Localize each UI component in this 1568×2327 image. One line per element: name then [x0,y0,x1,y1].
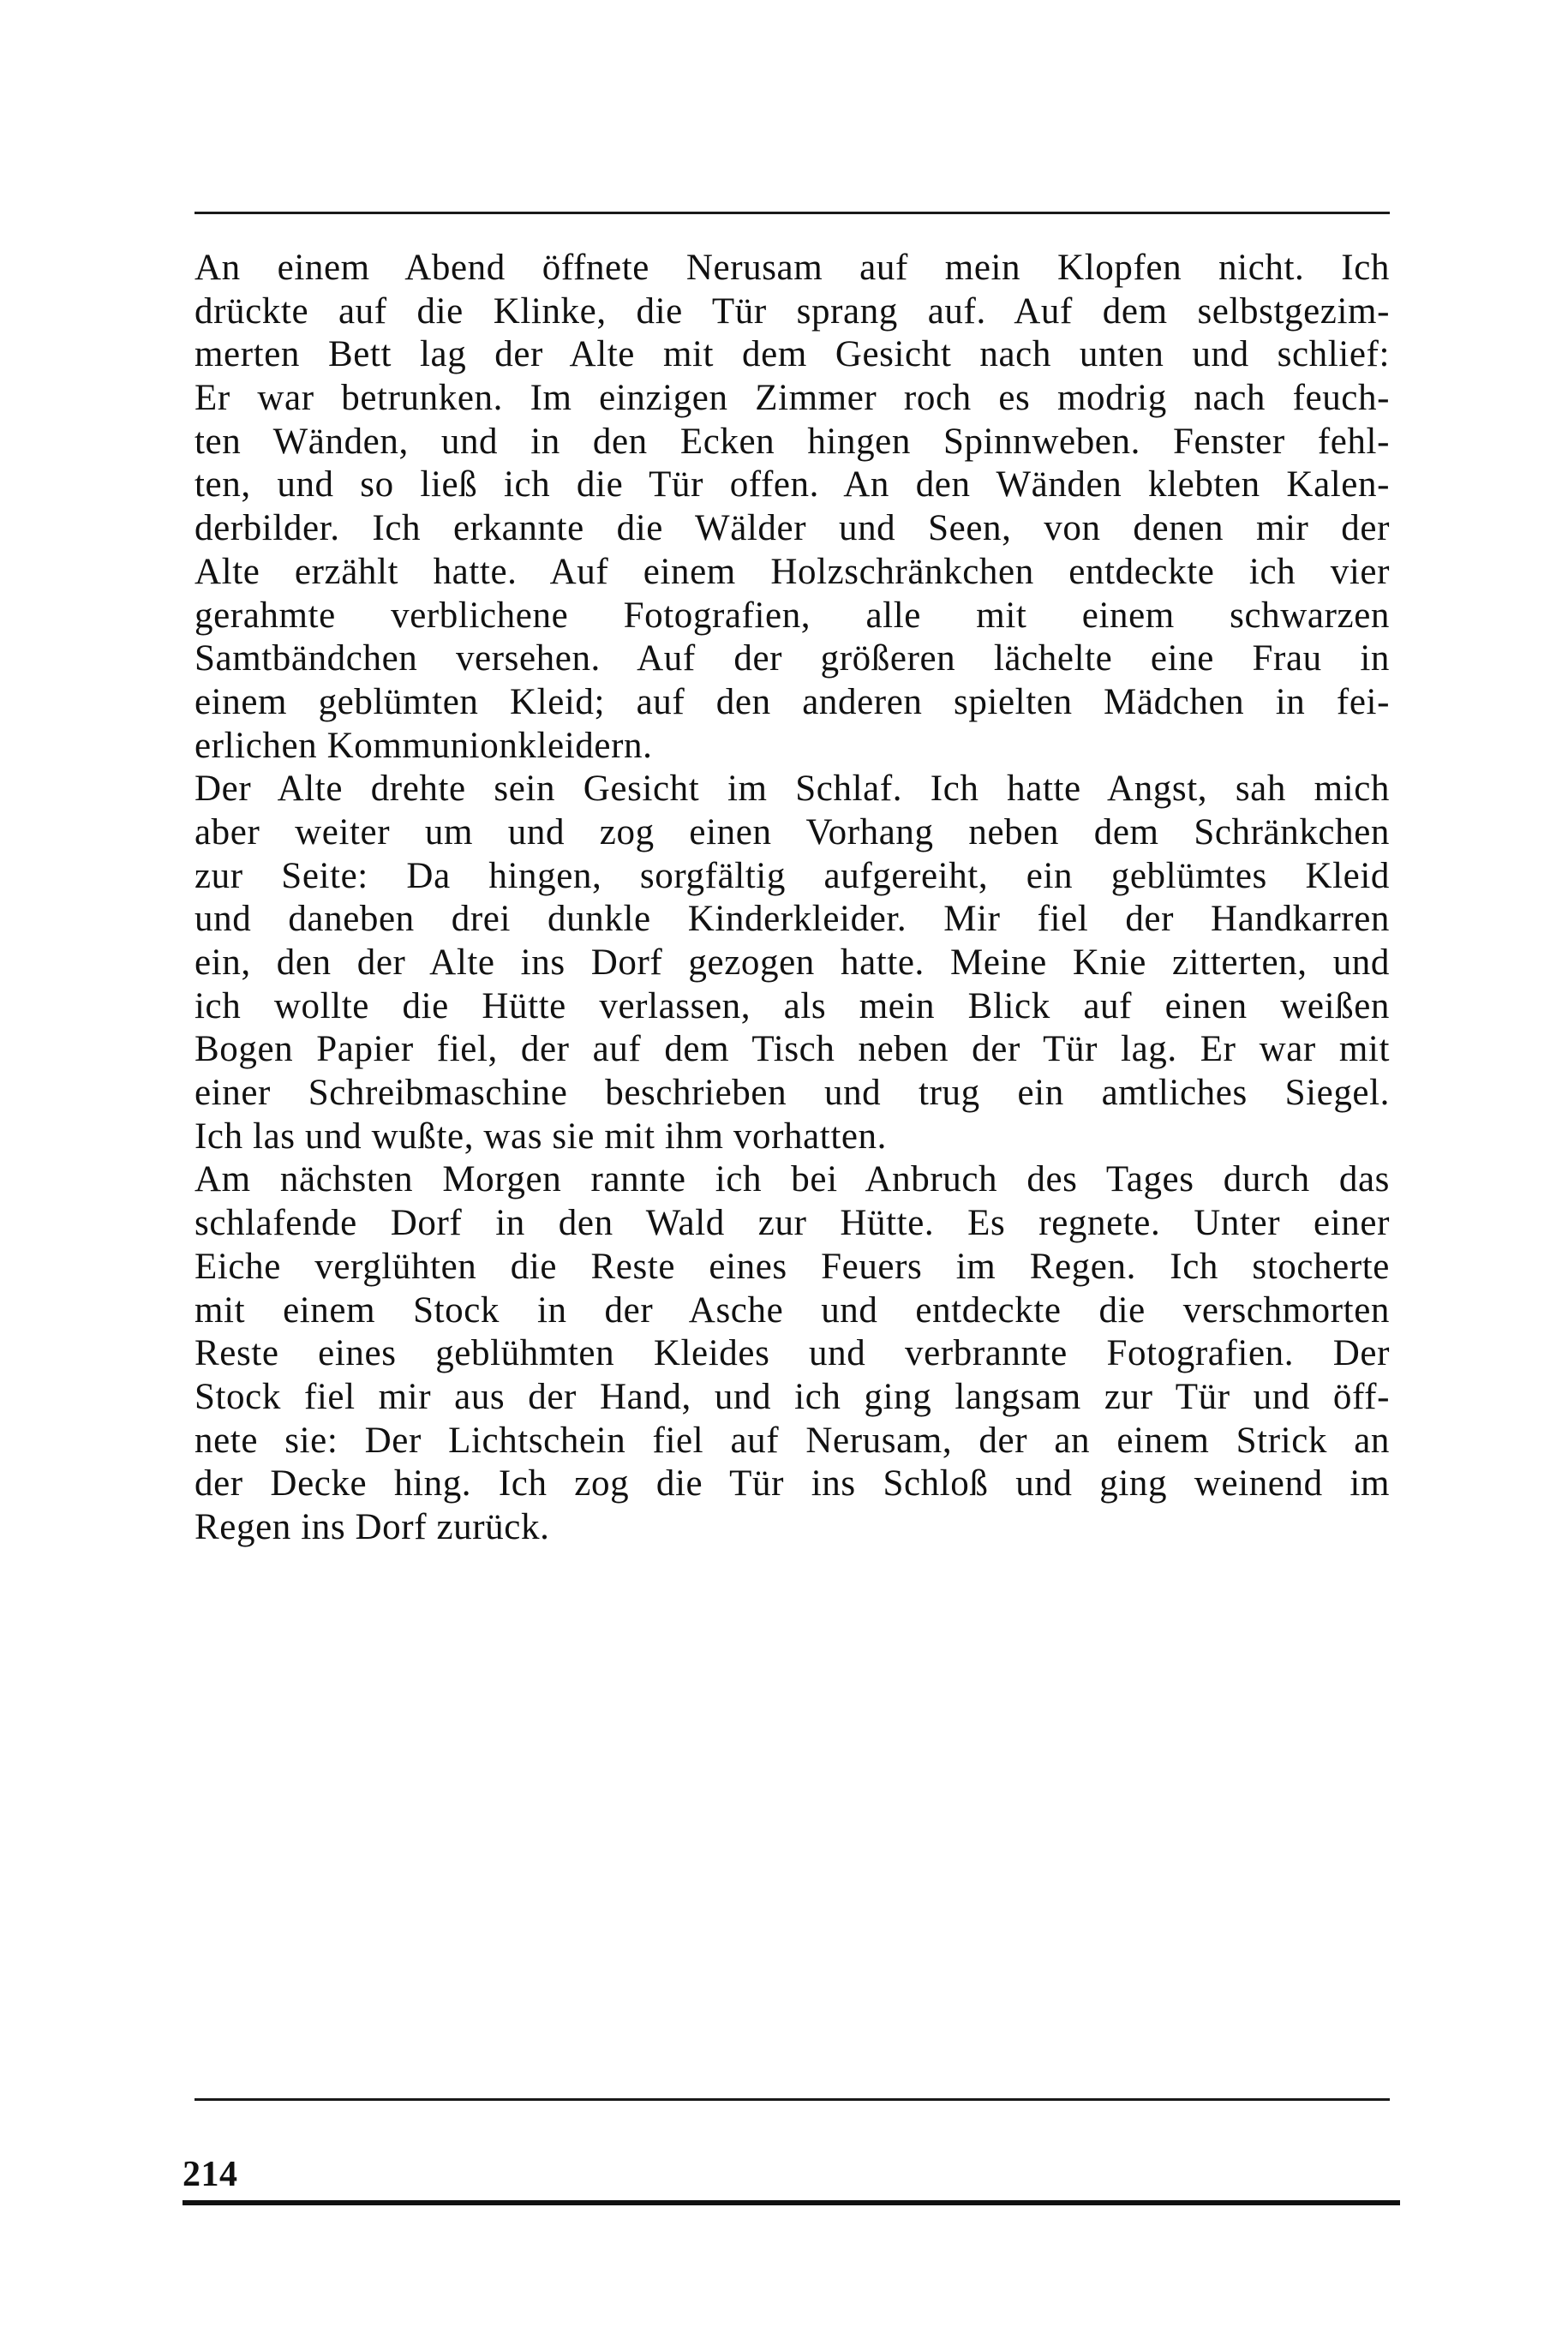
text-line: Bogen Papier fiel, der auf dem Tisch neben der Tür lag. Er war mit [195,1029,1390,1070]
text-line: Er war betrunken. Im einzigen Zimmer roch es modrig nach feuch- [195,378,1390,419]
header-rule [195,212,1390,214]
footer-rule [195,2098,1390,2101]
text-line: mit einem Stock in der Asche und entdeckte die verschmorten [195,1289,1390,1331]
paragraph-end-line: erlichen Kommunionkleidern. [195,725,653,766]
text-line: aber weiter um und zog einen Vorhang neben dem Schränkchen [195,811,1390,852]
body-text [195,247,1390,1550]
text-line: gerahmte verblichene Fotografien, alle mit einem schwarzen [195,595,1390,636]
text-line: merten Bett lag der Alte mit dem Gesicht nach unten und schlief: [195,334,1390,375]
text-line: An einem Abend öffnete Nerusam auf mein Klopfen nicht. Ich [195,248,1390,288]
text-line: Reste eines geblühmten Kleides und verbrannte Fotografien. Der [195,1333,1390,1374]
text-line: ein, den der Alte ins Dorf gezogen hatte. Meine Knie zitterten, und [195,942,1390,983]
text-line: ich wollte die Hütte verlassen, als mein Blick auf einen weißen [195,985,1390,1026]
text-line: Am nächsten Morgen rannte ich bei Anbruch des Tages durch das [195,1159,1390,1200]
text-line: Stock fiel mir aus der Hand, und ich ging langsam zur Tür und öff- [195,1376,1390,1417]
page-number-underline [183,2200,1400,2205]
text-line: einer Schreibmaschine beschrieben und trug ein amtliches Siegel. [195,1073,1390,1114]
text-line: einem geblümten Kleid; auf den anderen spielten Mädchen in fei- [195,681,1390,722]
text-line: der Decke hing. Ich zog die Tür ins Schloß und ging weinend im [195,1463,1390,1504]
text-line: Eiche verglühten die Reste eines Feuers im Regen. Ich stocherte [195,1246,1390,1287]
text-line: und daneben drei dunkle Kinderkleider. Mir fiel der Handkarren [195,899,1390,940]
text-line: Alte erzählt hatte. Auf einem Holzschränkchen entdeckte ich vier [195,551,1390,592]
paragraph-end-line: Regen ins Dorf zurück. [195,1506,550,1547]
text-line: Samtbändchen versehen. Auf der größeren lächelte eine Frau in [195,638,1390,679]
text-line: derbilder. Ich erkannte die Wälder und Seen, von denen mir der [195,508,1390,549]
paragraph-end-line: Ich las und wußte, was sie mit ihm vorhatten. [195,1116,888,1157]
text-line: schlafende Dorf in den Wald zur Hütte. Es regnete. Unter einer [195,1203,1390,1244]
text-line: Der Alte drehte sein Gesicht im Schlaf. Ich hatte Angst, sah mich [195,769,1390,810]
text-line: drückte auf die Klinke, die Tür sprang auf. Auf dem selbstgezim- [195,290,1390,332]
page-number: 214 [183,2155,238,2194]
text-line: ten, und so ließ ich die Tür offen. An den Wänden klebten Kalen- [195,464,1390,505]
text-line: nete sie: Der Lichtschein fiel auf Nerusam, der an einem Strick an [195,1420,1390,1461]
text-line: ten Wänden, und in den Ecken hingen Spinnweben. Fenster fehl- [195,421,1390,462]
text-line: zur Seite: Da hingen, sorgfältig aufgereiht, ein geblümtes Kleid [195,855,1390,896]
